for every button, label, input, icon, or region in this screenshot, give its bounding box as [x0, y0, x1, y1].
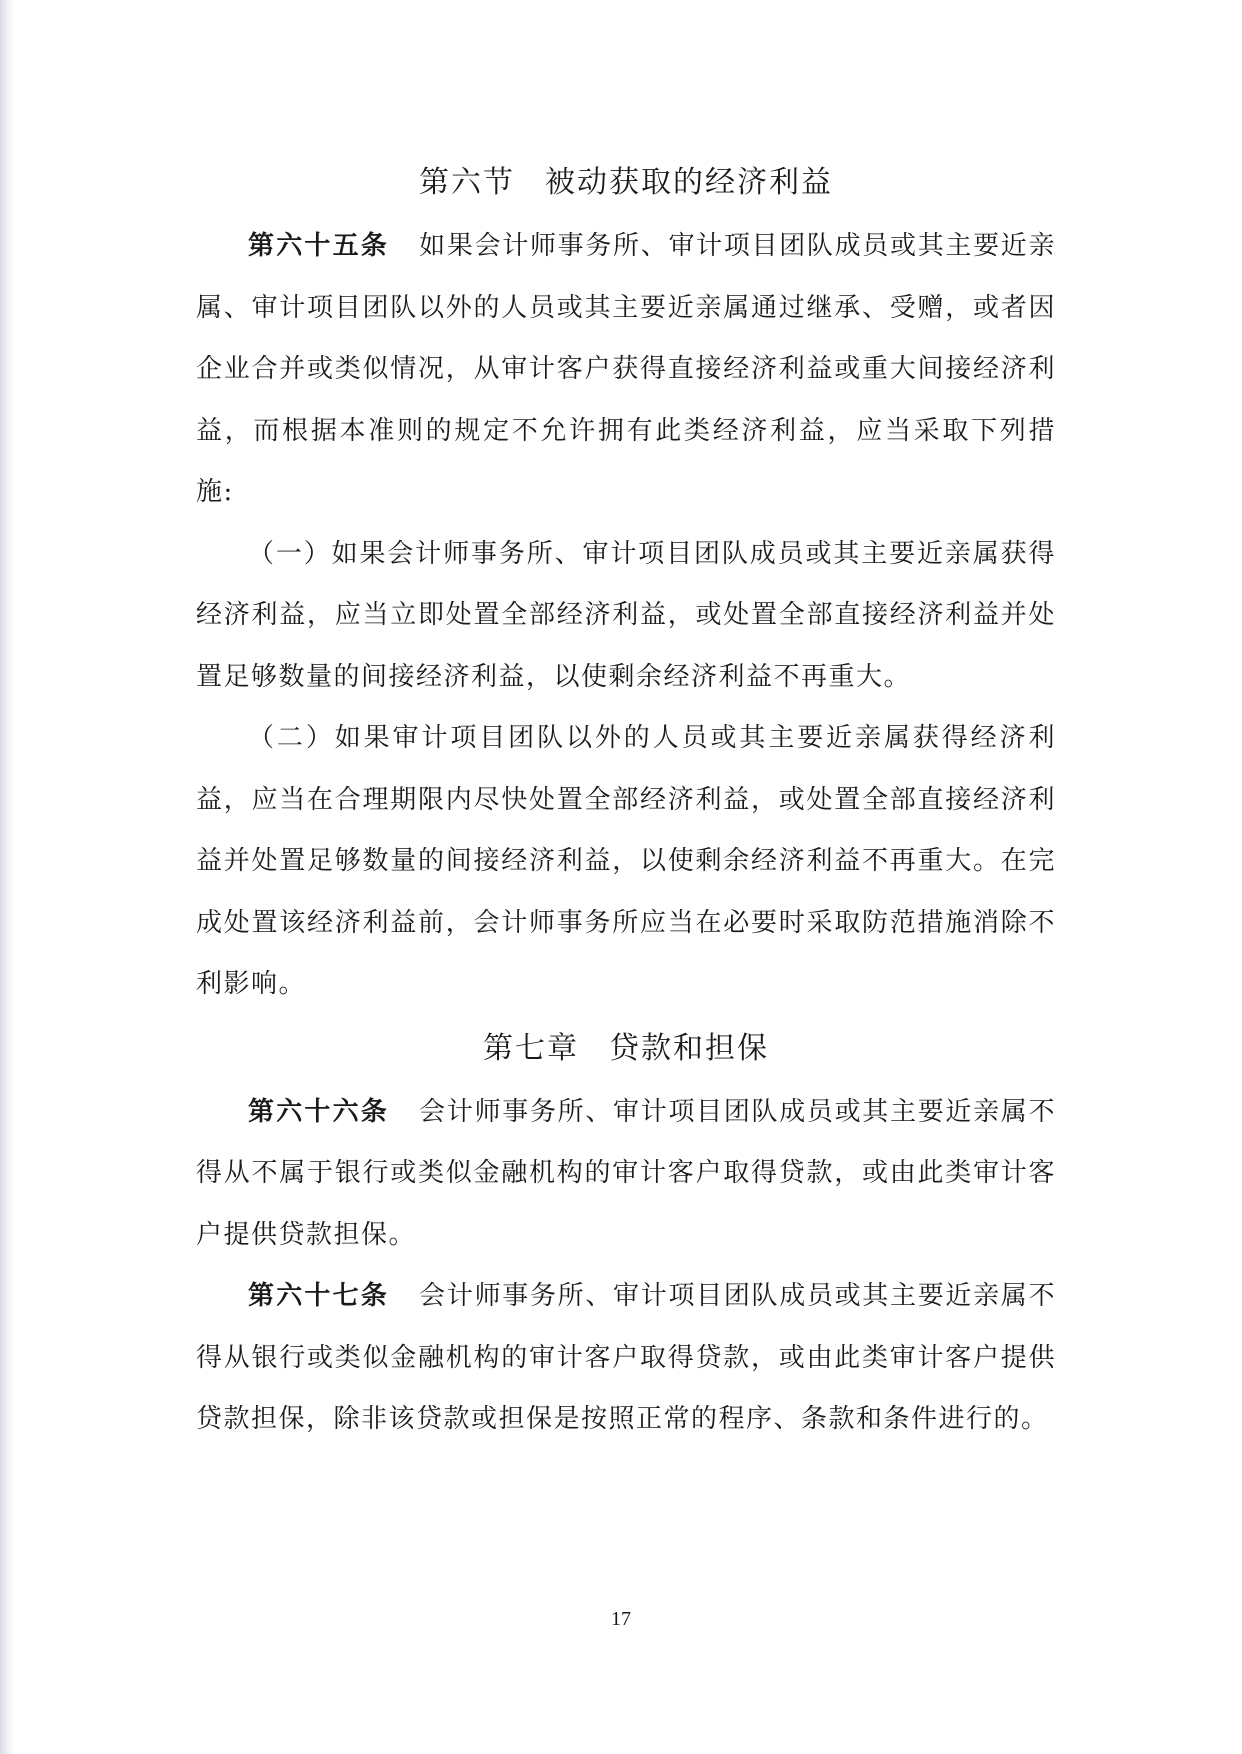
article-65-item-2: （二）如果审计项目团队以外的人员或其主要近亲属获得经济利益，应当在合理期限内尽快处置全部经济利益，或处置全部直接经济利益并处置足够数量的间接经济利益，以使剩余经济利益不再重大。在完成处置该经济利益前，会计师事务所应当在必要时采取防范措施消除不利影响。 [196, 723, 1056, 999]
chapter-number: 第七章 [483, 1030, 579, 1066]
section-title: 被动获取的经济利益 [545, 165, 833, 200]
article-67-text: 会计师事务所、审计项目团队成员或其主要近亲属不得从银行或类似金融机构的审计客户取得贷款，或由此类审计客户提供贷款担保，除非该贷款或担保是按照正常的程序、条款和条件进行的。 [196, 1281, 1056, 1434]
page-number: 17 [611, 1608, 631, 1630]
article-65-number: 第六十五条 [248, 231, 389, 261]
section-heading [196, 150, 1056, 216]
article-66-paragraph [196, 1082, 1056, 1267]
chapter-title: 贷款和担保 [609, 1030, 769, 1066]
scan-edge-shadow [0, 0, 14, 1754]
article-65-paragraph [196, 216, 1056, 524]
article-65-text: 如果会计师事务所、审计项目团队成员或其主要近亲属、审计项目团队以外的人员或其主要近亲属通过继承、受赠，或者因企业合并或类似情况，从审计客户获得直接经济利益或重大间接经济利益，而根据本准则的规定不允许拥有此类经济利益，应当采取下列措施: [196, 231, 1056, 507]
document-page [196, 150, 1056, 1451]
article-67-number: 第六十七条 [248, 1281, 389, 1311]
section-number: 第六节 [419, 165, 515, 200]
article-66-number: 第六十六条 [248, 1096, 389, 1127]
article-67-paragraph [196, 1266, 1056, 1451]
chapter-heading [196, 1016, 1056, 1082]
article-66-text: 会计师事务所、审计项目团队成员或其主要近亲属不得从不属于银行或类似金融机构的审计客户取得贷款，或由此类审计客户提供贷款担保。 [196, 1096, 1056, 1250]
article-65-item-1: （一）如果会计师事务所、审计项目团队成员或其主要近亲属获得经济利益，应当立即处置全部经济利益，或处置全部直接经济利益并处置足够数量的间接经济利益，以使剩余经济利益不再重大。 [196, 538, 1056, 692]
